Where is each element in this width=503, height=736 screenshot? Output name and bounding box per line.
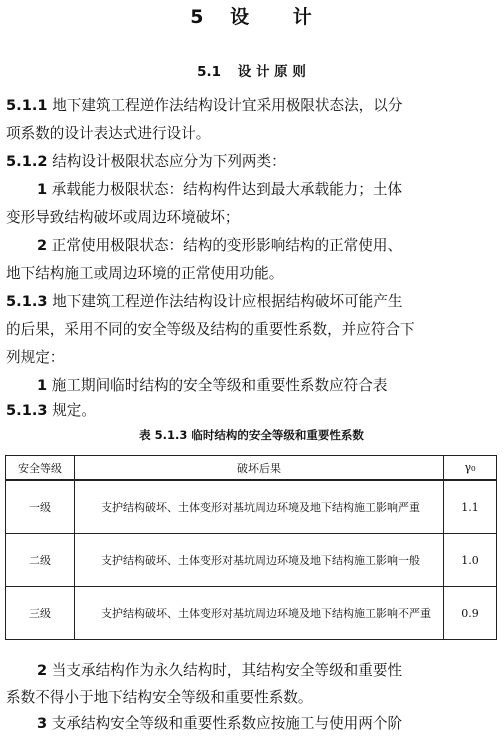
table-caption: 表 5.1.3 临时结构的安全等级和重要性系数 bbox=[139, 428, 364, 442]
item-3-line-2 bbox=[6, 401, 96, 421]
clause-number: 5.1.2 bbox=[6, 153, 48, 170]
consequence-text: 支护结构破坏、土体变形对基坑周边环境及地下结构施工影响一般 bbox=[101, 553, 420, 567]
consequence-text: 支护结构破坏、土体变形对基坑周边环境及地下结构施工影响不严重 bbox=[101, 606, 431, 620]
item-1-line-1 bbox=[37, 180, 402, 200]
clause-5-1-2-line-1 bbox=[6, 152, 286, 172]
item-4-line-2 bbox=[6, 688, 312, 708]
header-consequence: 破坏后果 bbox=[75, 456, 444, 481]
item-text: 承载能力极限状态：结构构件达到最大承载能力；土体 bbox=[47, 181, 403, 198]
clause-number: 5.1.3 bbox=[6, 293, 48, 310]
clause-text: 列规定： bbox=[6, 349, 65, 366]
cell-gamma: 0.9 bbox=[444, 587, 497, 640]
cell-consequence bbox=[75, 480, 444, 534]
item-text: 变形导致结构破坏或周边环境破坏； bbox=[6, 209, 240, 226]
section-title bbox=[0, 60, 503, 80]
item-text: 地下结构施工或周边环境的正常使用功能。 bbox=[6, 265, 284, 282]
clause-text: 地下建筑工程逆作法结构设计应根据结构破坏可能产生 bbox=[47, 293, 403, 310]
section-number: 5.1 bbox=[197, 64, 222, 80]
item-4-line-1 bbox=[37, 661, 402, 681]
consequence-text: 支护结构破坏、土体变形对基坑周边环境及地下结构施工影响严重 bbox=[101, 500, 420, 514]
table-header-row bbox=[6, 456, 497, 481]
header-safety-grade: 安全等级 bbox=[6, 456, 75, 481]
table-reference: 5.1.3 bbox=[6, 402, 48, 419]
cell-consequence bbox=[75, 587, 444, 640]
clause-5-1-1-line-2 bbox=[6, 124, 210, 144]
section-name: 设 计 原 则 bbox=[237, 64, 306, 80]
item-text: 施工期间临时结构的安全等级和重要性系数应符合表 bbox=[47, 377, 388, 394]
item-1-line-2 bbox=[6, 208, 240, 228]
item-2-line-2 bbox=[6, 264, 283, 284]
clause-text: 地下建筑工程逆作法结构设计宜采用极限状态法，以分 bbox=[47, 97, 403, 114]
chapter-title bbox=[0, 2, 503, 29]
item-text: 系数不得小于地下结构安全等级和重要性系数。 bbox=[6, 689, 313, 706]
table-row bbox=[6, 587, 497, 640]
item-text: 正常使用极限状态：结构的变形影响结构的正常使用、 bbox=[47, 237, 403, 254]
item-number: 1 bbox=[37, 377, 48, 394]
chapter-number: 5 bbox=[190, 6, 205, 28]
clause-text: 结构设计极限状态应分为下列两类： bbox=[47, 153, 286, 170]
clause-5-1-3-line-1 bbox=[6, 292, 402, 312]
item-number: 2 bbox=[37, 662, 48, 679]
clause-text: 项系数的设计表达式进行设计。 bbox=[6, 125, 211, 142]
clause-5-1-1-line-1 bbox=[6, 96, 402, 116]
item-number: 2 bbox=[37, 237, 48, 254]
safety-grade-table bbox=[5, 455, 497, 640]
chapter-title-char-2: 计 bbox=[292, 6, 313, 28]
cell-gamma: 1.1 bbox=[444, 480, 497, 534]
item-text: 规定。 bbox=[47, 402, 96, 419]
cell-level: 三级 bbox=[6, 587, 75, 640]
item-text: 当支承结构作为永久结构时，其结构安全等级和重要性 bbox=[47, 662, 403, 679]
item-2-line-1 bbox=[37, 236, 402, 256]
item-text: 支承结构安全等级和重要性系数应按施工与使用两个阶 bbox=[47, 715, 403, 732]
clause-number: 5.1.1 bbox=[6, 97, 48, 114]
chapter-title-char-1: 设 bbox=[230, 6, 251, 28]
clause-5-1-3-line-3 bbox=[6, 348, 64, 368]
item-number: 1 bbox=[37, 181, 48, 198]
table-row bbox=[6, 534, 497, 587]
cell-consequence bbox=[75, 534, 444, 587]
cell-level: 一级 bbox=[6, 480, 75, 534]
table-row bbox=[6, 480, 497, 534]
cell-gamma: 1.0 bbox=[444, 534, 497, 587]
cell-level: 二级 bbox=[6, 534, 75, 587]
item-5-line-1 bbox=[37, 714, 402, 734]
clause-text: 的后果，采用不同的安全等级及结构的重要性系数，并应符合下 bbox=[6, 321, 415, 338]
item-number: 3 bbox=[37, 715, 48, 732]
header-gamma: γ₀ bbox=[444, 456, 497, 481]
item-3-line-1 bbox=[37, 376, 387, 396]
clause-5-1-3-line-2 bbox=[6, 320, 415, 340]
